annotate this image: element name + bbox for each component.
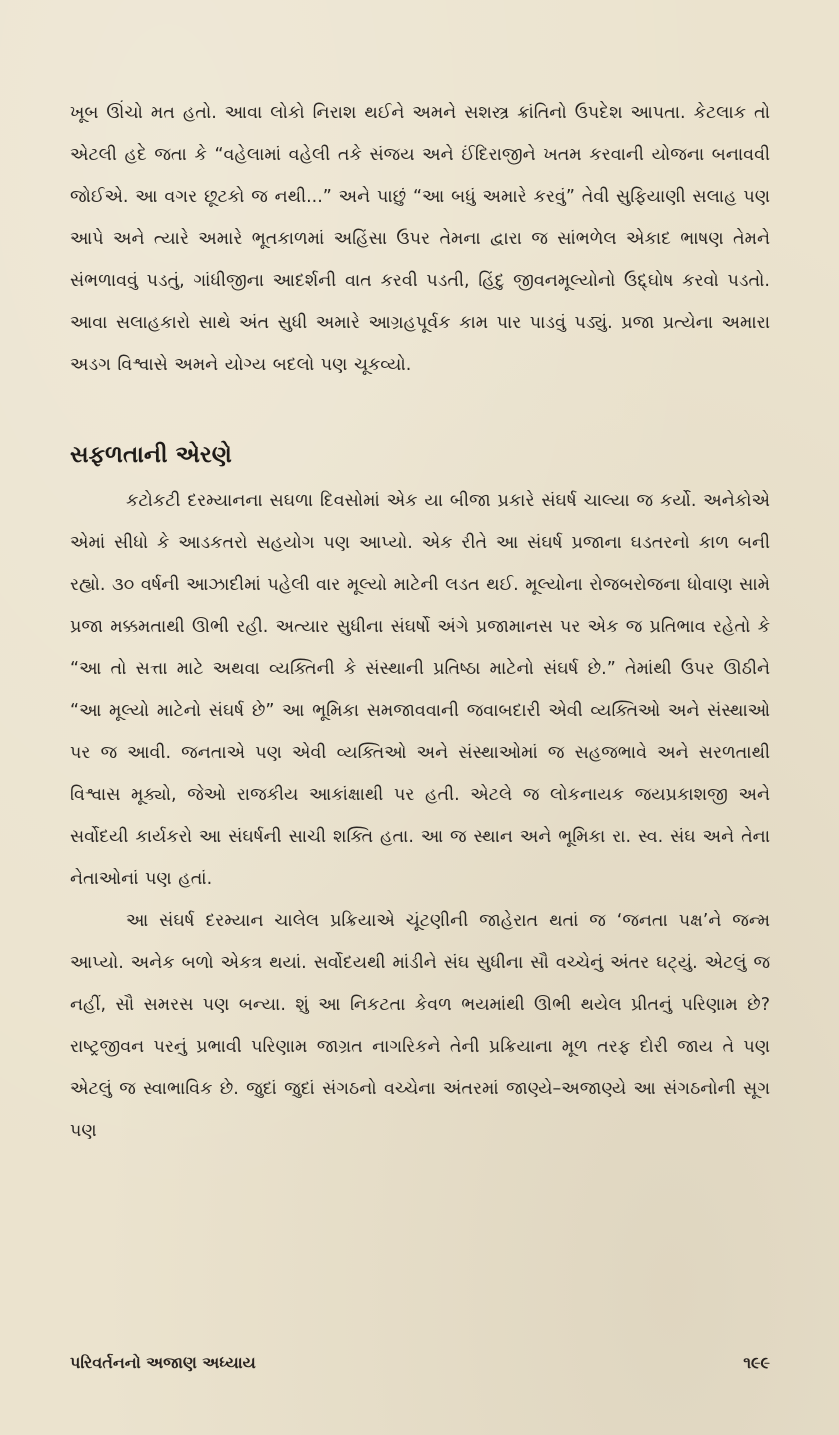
paragraph: ખૂબ ઊંચો મત હતો. આવા લોકો નિરાશ થઈને અમને સશસ્ત્ર ક્રાંતિનો ઉપદેશ આપતા. કેટલાક તો એટલી હદે જતા કે “વહેલામાં વહેલી તકે સંજય અને ઈંદિરાજીને ખતમ કરવાની યોજના બનાવવી જોઈએ. આ વગર છૂટકો જ નથી...” અને પાછું “આ બધું અમારે કરવું” તેવી સુફિયાણી સલાહ પણ આપે અને ત્યારે અમારે ભૂતકાળમાં અહિંસા ઉપર તેમના દ્વારા જ સાંભળેલ એકાદ ભાષણ તેમને સંભળાવવું પડતું, ગાંધીજીના આદર્શની વાત કરવી પડતી, હિંદુ જીવનમૂલ્યોનો ઉદ્દ્ઘોષ કરવો પડતો. આવા સલાહકારો સાથે અંત સુધી અમારે આગ્રહપૂર્વક કામ પાર પાડવું પડ્યું. પ્રજા પ્રત્યેના અમારા અડગ વિશ્વાસે અમને યોગ્ય બદલો પણ ચૂકવ્યો. xyxy=(70,103,770,375)
section-heading: સફળતાની એરણે xyxy=(70,442,232,468)
paragraph: કટોકટી દરમ્યાનના સઘળા દિવસોમાં એક યા બીજા પ્રકારે સંઘર્ષ ચાલ્યા જ કર્યો. અનેકોએ એમાં સીધો કે આડકતરો સહયોગ પણ આપ્યો. એક રીતે આ સંઘર્ષ પ્રજાના ઘડતરનો કાળ બની રહ્યો. ૩૦ વર્ષની આઝાદીમાં પહેલી વાર મૂલ્યો માટેની લડત થઈ. મૂલ્યોના રોજબરોજના ધોવાણ સામે પ્રજા મક્કમતાથી ઊભી રહી. અત્યાર સુધીના સંઘર્ષો અંગે પ્રજામાનસ પર એક જ પ્રતિભાવ રહેતો કે “આ તો સત્તા માટે અથવા વ્યક્તિની કે સંસ્થાની પ્રતિષ્ઠા માટેનો સંઘર્ષ છે.” તેમાંથી ઉપર ઊઠીને “આ મૂલ્યો માટેનો સંઘર્ષ છે” આ ભૂમિકા સમજાવવાની જવાબદારી એવી વ્યક્તિઓ અને સંસ્થાઓ પર જ આવી. જનતાએ પણ એવી વ્યક્તિઓ અને સંસ્થાઓમાં જ સહજભાવે અને સરળતાથી વિશ્વાસ મૂક્યો, જેઓ રાજકીય આકાંક્ષાથી પર હતી. એટલે જ લોકનાયક જયપ્રકાશજી અને સર્વોદયી કાર્યકરો આ સંઘર્ષની સાચી શક્તિ હતા. આ જ સ્થાન અને ભૂમિકા રા. સ્વ. સંઘ અને તેના નેતાઓનાં પણ હતાં. xyxy=(70,491,770,889)
paragraph: આ સંઘર્ષ દરમ્યાન ચાલેલ પ્રક્રિયાએ ચૂંટણીની જાહેરાત થતાં જ ‘જનતા પક્ષ’ને જન્મ આપ્યો. અનેક બળો એકત્ર થયાં. સર્વોદયથી માંડીને સંઘ સુધીના સૌ વચ્ચેનું અંતર ઘટ્યું. એટલું જ નહીં, સૌ સમરસ પણ બન્યા. શું આ નિકટતા કેવળ ભયમાંથી ઊભી થયેલ પ્રીતનું પરિણામ છે? રાષ્ટ્રજીવન પરનું પ્રભાવી પરિણામ જાગ્રત નાગરિકને તેની પ્રક્રિયાના મૂળ તરફ દોરી જાય તે પણ એટલું જ સ્વાભાવિક છે. જુદાં જુદાં સંગઠનો વચ્ચેના અંતરમાં જાણ્યે–અજાણ્યે આ સંગઠનોની સૂગ પણ xyxy=(70,911,770,1141)
running-footer-title: પરિવર્તનનો અજાણ અધ્યાય xyxy=(70,1353,256,1372)
page-content xyxy=(70,92,770,1152)
page-number: ૧૯૯ xyxy=(743,1353,770,1372)
page-footer xyxy=(70,1348,770,1378)
